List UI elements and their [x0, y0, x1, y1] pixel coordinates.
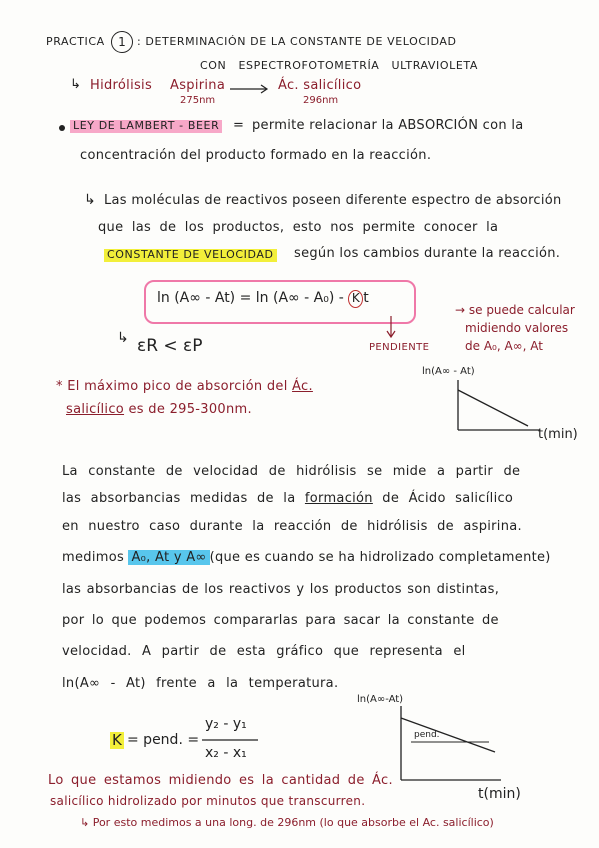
lambert-line2: concentración del producto formado en la reacción.	[80, 148, 432, 163]
paragraph-line5: las absorbancias de los reactivos y los productos son distintas,	[62, 582, 500, 597]
note-line2: midiendo valores	[465, 321, 569, 335]
hook-arrow-icon: ↳	[70, 77, 81, 92]
lambert-equals: =	[233, 118, 245, 133]
rate-equation	[157, 290, 369, 308]
practice-number: 1	[111, 31, 133, 53]
reaction-arrow-icon	[230, 84, 270, 94]
paragraph-line8: ln(A∞ - At) frente a la temperatura.	[62, 676, 339, 691]
constante-velocidad-term: CONSTANTE DE VELOCIDAD	[104, 249, 277, 262]
graph2-pend-label: pend.	[414, 730, 440, 740]
graph1-xlabel: t(min)	[538, 427, 578, 442]
epsilon-relation: εR < εP	[137, 336, 203, 356]
hook-arrow-icon: ↳	[84, 192, 96, 208]
molecules-line2: que las de los productos, esto nos permite conocer la	[98, 220, 499, 235]
down-arrow-icon	[386, 316, 396, 340]
peak-line1	[56, 380, 313, 395]
closing-line2: salicílico hidrolizado por minutos que transcurren.	[50, 794, 366, 808]
closing-line1: Lo que estamos midiendo es la cantidad de Ác.	[48, 773, 393, 788]
closing-line3: ↳ Por esto medimos a una long. de 296nm (lo que absorbe el Ac. salicílico)	[80, 816, 494, 829]
molecules-line3: según los cambios durante la reacción.	[294, 246, 561, 261]
pendiente-label: PENDIENTE	[369, 342, 430, 353]
lambert-beer-term: LEY DE LAMBERT - BEER	[70, 120, 222, 133]
peak-line1-a: * El máximo pico de absorción del	[56, 379, 288, 394]
peak-line2-a: salicílico	[66, 402, 125, 417]
graph2-axes	[397, 704, 507, 786]
graph2-ylabel: ln(A∞-At)	[357, 694, 404, 705]
slope-denominator: x₂ - x₁	[205, 745, 247, 761]
paragraph-line7: velocidad. A partir de esta gráfico que representa el	[62, 644, 466, 659]
product-name: Ác. salicílico	[278, 78, 362, 93]
equation-right: t	[363, 290, 369, 306]
peak-line2-b: es de 295-300nm.	[128, 402, 252, 417]
paragraph-line4-a: medimos	[62, 550, 125, 565]
equation-left: ln (A∞ - At) = ln (A∞ - A₀) -	[157, 290, 344, 306]
slope-numerator: y₂ - y₁	[205, 716, 247, 732]
hook-arrow-icon: ↳	[117, 330, 129, 346]
graph1-ylabel: ln(A∞ - At)	[422, 366, 475, 377]
graph2-xlabel: t(min)	[478, 786, 521, 802]
paragraph-line3: en nuestro caso durante la reacción de hidrólisis de aspirina.	[62, 519, 522, 534]
paragraph-line2	[62, 492, 513, 507]
note-line3: de A₀, A∞, At	[465, 339, 543, 353]
paragraph-line6: por lo que podemos compararlas para sacar la constante de	[62, 613, 499, 628]
slope-equals: = pend. =	[127, 732, 200, 748]
header-title-line1: : DETERMINACIÓN DE LA CONSTANTE DE VELOCIDAD	[137, 35, 457, 48]
peak-line1-b: Ác.	[292, 379, 313, 394]
k-circled: K	[348, 290, 363, 308]
paragraph-line1: La constante de velocidad de hidrólisis se mide a partir de	[62, 464, 521, 479]
bullet-dot	[59, 125, 65, 131]
graph1-axes	[454, 378, 544, 438]
paragraph-line2-b: formación	[304, 491, 373, 506]
molecules-line1: Las moléculas de reactivos poseen diferente espectro de absorción	[104, 193, 562, 208]
measured-values-highlight: A₀, At y A∞	[128, 550, 209, 565]
hydrolysis-label: Hidrólisis	[90, 78, 153, 93]
peak-line2	[66, 403, 252, 418]
header-title-prefix: PRACTICA	[46, 35, 105, 48]
fraction-bar	[202, 738, 262, 742]
reactant-wavelength: 275nm	[180, 95, 216, 106]
paragraph-line4	[62, 551, 551, 566]
note-line1: → se puede calcular	[455, 303, 575, 317]
header-title-line2: CON ESPECTROFOTOMETRÍA ULTRAVIOLETA	[200, 59, 479, 72]
k-slope-symbol: K	[112, 731, 122, 749]
paragraph-line2-c: de Ácido salicílico	[382, 491, 514, 506]
paragraph-line2-a: las absorbancias medidas de la	[62, 491, 296, 506]
paragraph-line4-b: (que es cuando se ha hidrolizado completamente)	[209, 550, 551, 565]
product-wavelength: 296nm	[303, 95, 339, 106]
lambert-line1: permite relacionar la ABSORCIÓN con la	[252, 118, 524, 133]
reactant-name: Aspirina	[170, 78, 226, 93]
